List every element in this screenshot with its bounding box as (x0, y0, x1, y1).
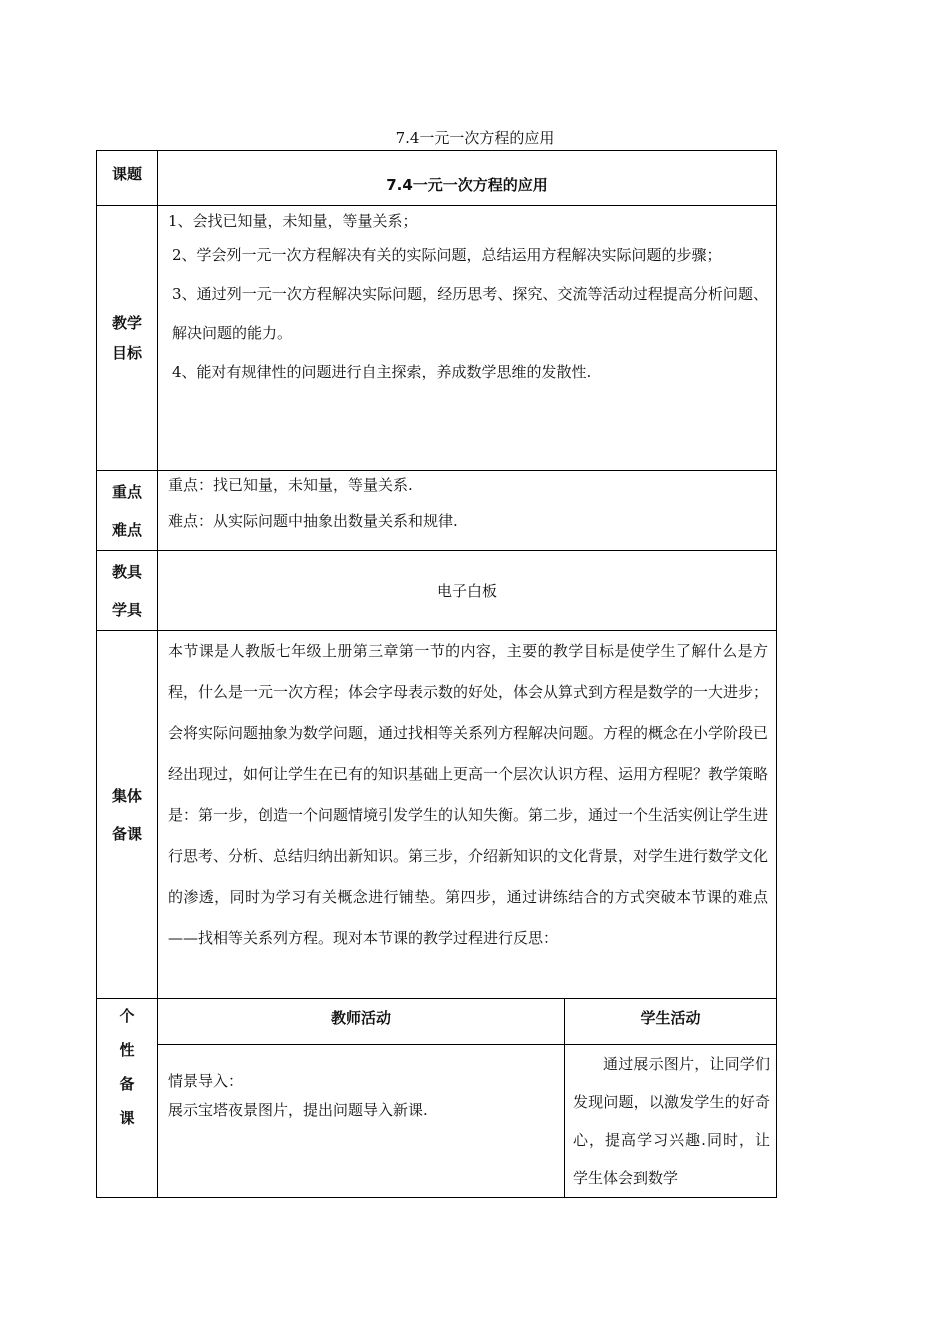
row-personal-header (97, 999, 777, 1045)
row-teaching-tools (97, 551, 777, 631)
key-points-content (158, 471, 777, 551)
key-point-item: 重点：找已知量，未知量，等量关系. (168, 476, 413, 494)
row-objectives (97, 206, 777, 471)
student-activity-content (565, 1045, 777, 1198)
group-preparation-text: 本节课是人教版七年级上册第三章第一节的内容，主要的教学目标是使学生了解什么是方程，什么是一元一次方程；体会字母表示数的好处，体会从算式到方程是数学的一大进步；会将实际问题抽象为数学问题，通过找相等关系列方程解决问题。方程的概念在小学阶段已经出现过，如何让学生在已有的知识基础上更高一个层次认识方程、运用方程呢？教学策略是：第一步，创造一个问题情境引发学生的认知失衡。第二步，通过一个生活实例让学生进行思考、分析、总结归纳出新知识。第三步，介绍新知识的文化背景，对学生进行数学文化的渗透，同时为学习有关概念进行铺垫。第四步，通过讲练结合的方式突破本节课的难点——找相等关系列方程。现对本节课的教学过程进行反思： (168, 642, 769, 947)
row-personal-content (97, 1045, 777, 1198)
teaching-tools-value: 电子白板 (437, 582, 498, 600)
label-teaching-tools (97, 551, 158, 631)
label-group-preparation (97, 631, 158, 999)
label-key-points (97, 471, 158, 551)
label-group-line-1: 集体 (111, 786, 142, 805)
label-objectives-line-1: 教学 (111, 314, 142, 332)
key-point-item: 难点：从实际问题中抽象出数量关系和规律. (168, 512, 458, 530)
label-key-points-line-2: 难点 (111, 520, 142, 539)
label-topic-line: 课题 (111, 165, 142, 183)
lesson-title-text: 7.4一元一次方程的应用 (386, 176, 548, 194)
label-group-line-2: 备课 (111, 824, 142, 843)
row-topic (97, 151, 777, 206)
label-objectives (97, 206, 158, 471)
page-title: 7.4一元一次方程的应用 (395, 129, 555, 147)
student-activity-header-text: 学生活动 (640, 1009, 701, 1027)
teacher-activity-line: 展示宝塔夜景图片，提出问题导入新课. (168, 1101, 428, 1119)
lesson-plan-table (96, 150, 777, 1198)
label-personal-line: 性 (119, 1041, 135, 1059)
label-personal-line: 课 (119, 1109, 135, 1127)
teaching-tools-content (158, 551, 777, 631)
objectives-content (158, 206, 777, 471)
label-tools-line-2: 学具 (111, 600, 142, 619)
label-personal-preparation (97, 999, 158, 1198)
row-group-preparation (97, 631, 777, 999)
label-topic (97, 151, 158, 206)
lesson-title (158, 151, 777, 206)
teacher-activity-header (158, 999, 565, 1045)
objective-item: 4、能对有规律性的问题进行自主探索，养成数学思维的发散性. (172, 363, 592, 381)
label-objectives-line-2: 目标 (111, 344, 142, 362)
row-key-points (97, 471, 777, 551)
student-activity-text: 通过展示图片，让同学们发现问题，以激发学生的好奇心，提高学习兴趣.同时，让学生体会到数学 (573, 1055, 771, 1187)
objective-item: 3、通过列一元一次方程解决实际问题，经历思考、探究、交流等活动过程提高分析问题、解决问题的能力。 (172, 285, 769, 342)
objective-item: 2、学会列一元一次方程解决有关的实际问题，总结运用方程解决实际问题的步骤； (172, 246, 722, 264)
label-tools-line-1: 教具 (111, 562, 142, 581)
objective-item: 1、会找已知量，未知量，等量关系； (168, 212, 418, 230)
label-personal-line: 个 (119, 1007, 135, 1025)
label-personal-line: 备 (119, 1075, 135, 1093)
group-preparation-content (158, 631, 777, 999)
label-key-points-line-1: 重点 (111, 482, 142, 501)
teacher-activity-header-text: 教师活动 (330, 1009, 391, 1027)
student-activity-header (565, 999, 777, 1045)
teacher-activity-line: 情景导入： (168, 1072, 244, 1090)
teacher-activity-content (158, 1045, 565, 1198)
